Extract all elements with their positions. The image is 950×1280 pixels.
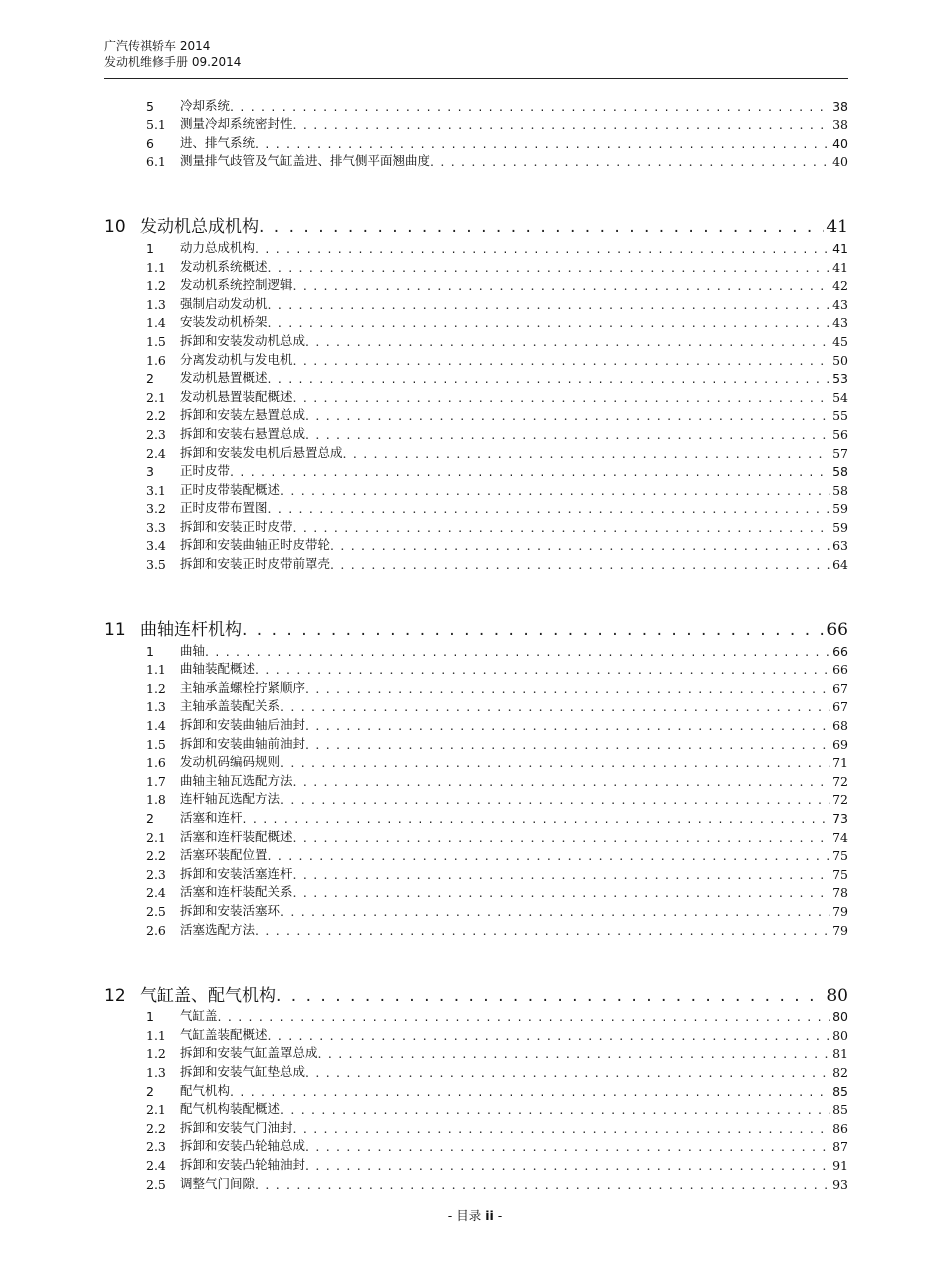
entry-number: 1.6 [146, 755, 166, 771]
dot-leader [293, 278, 831, 293]
entry-number: 1 [146, 240, 154, 256]
entry-number: 2.4 [146, 445, 166, 461]
entry-title: 拆卸和安装正时皮带前罩壳 [180, 556, 331, 572]
entry-number: 2 [146, 371, 154, 387]
dot-leader [280, 483, 830, 498]
entry-page-number: 73 [832, 811, 848, 826]
entry-title: 安装发动机桥架 [180, 314, 268, 330]
toc-subsection-entry[interactable] [104, 770, 848, 789]
dot-leader [255, 662, 830, 677]
toc-subsection-entry[interactable] [104, 677, 848, 696]
toc-subsection-entry[interactable] [104, 733, 848, 752]
dot-leader [305, 1158, 830, 1173]
entry-page-number: 45 [832, 333, 848, 349]
entry-number: 2.5 [146, 1176, 166, 1192]
entry-page-number: 85 [832, 1102, 848, 1118]
toc-chapter-entry[interactable] [104, 614, 848, 640]
toc-section-entry[interactable] [104, 368, 848, 387]
toc-subsection-entry[interactable] [104, 1136, 848, 1155]
toc-subsection-entry[interactable] [104, 659, 848, 678]
entry-title: 拆卸和安装活塞连杆 [180, 865, 293, 881]
dot-leader [280, 699, 830, 714]
toc-subsection-entry[interactable] [104, 151, 848, 170]
dot-leader [255, 923, 830, 938]
dot-leader [305, 427, 830, 442]
dot-leader [430, 154, 830, 169]
entry-page-number: 40 [832, 154, 848, 170]
toc-subsection-entry[interactable] [104, 330, 848, 349]
toc-subsection-entry[interactable] [104, 386, 848, 405]
entry-title: 拆卸和安装凸轮轴总成 [180, 1138, 306, 1154]
dot-leader [255, 241, 830, 256]
toc-section-entry[interactable] [104, 132, 848, 151]
dot-leader [293, 867, 831, 882]
dot-leader [293, 390, 831, 405]
toc-subsection-entry[interactable] [104, 256, 848, 275]
entry-number: 3.2 [146, 501, 166, 517]
page-footer [0, 1206, 950, 1224]
entry-number: 1.3 [146, 1064, 166, 1080]
entry-number: 2.3 [146, 426, 166, 442]
toc-subsection-entry[interactable] [104, 479, 848, 498]
chapter-title: 气缸盖、配气机构 [140, 985, 276, 1006]
entry-number: 2.1 [146, 389, 166, 405]
entry-title: 调整气门间隙 [180, 1175, 256, 1191]
entry-page-number: 38 [832, 98, 848, 114]
footer-prefix: - 目录 [447, 1208, 486, 1223]
entry-title: 拆卸和安装正时皮带 [180, 518, 293, 534]
entry-title: 活塞选配方法 [180, 921, 256, 937]
entry-title: 发动机系统控制逻辑 [180, 277, 293, 293]
toc-subsection-entry[interactable] [104, 845, 848, 864]
toc-section-entry[interactable] [104, 640, 848, 659]
dot-leader [280, 755, 830, 770]
entry-page-number: 69 [832, 736, 848, 752]
entry-page-number: 56 [832, 426, 848, 442]
entry-page-number: 74 [832, 829, 848, 845]
entry-title: 发动机悬置装配概述 [180, 388, 293, 404]
toc-chapter-entry[interactable] [104, 211, 848, 237]
toc-section-entry[interactable] [104, 807, 848, 826]
entry-title: 拆卸和安装右悬置总成 [180, 425, 306, 441]
chapter-number: 11 [104, 620, 126, 641]
toc-subsection-entry[interactable] [104, 275, 848, 294]
entry-number: 1.2 [146, 278, 166, 294]
dot-leader [305, 681, 830, 696]
toc-section-entry[interactable] [104, 461, 848, 480]
toc-subsection-entry[interactable] [104, 423, 848, 442]
entry-page-number: 75 [832, 866, 848, 882]
entry-title: 发动机系统概述 [180, 258, 268, 274]
entry-number: 1.7 [146, 773, 166, 789]
entry-title: 活塞和连杆装配关系 [180, 884, 293, 900]
entry-page-number: 53 [832, 371, 848, 387]
dot-leader [305, 408, 830, 423]
toc-subsection-entry[interactable] [104, 1154, 848, 1173]
entry-title: 拆卸和安装发动机总成 [180, 332, 306, 348]
entry-number: 2.4 [146, 1157, 166, 1173]
entry-page-number: 59 [832, 519, 848, 535]
running-header [104, 38, 241, 70]
entry-title: 主轴承盖螺栓拧紧顺序 [180, 679, 306, 695]
dot-leader [280, 1102, 830, 1117]
toc-subsection-entry[interactable] [104, 1099, 848, 1118]
toc-section-entry[interactable] [104, 1080, 848, 1099]
dot-leader [293, 1121, 831, 1136]
dot-leader [268, 501, 831, 516]
toc-section-entry[interactable] [104, 1006, 848, 1025]
entry-title: 活塞环装配位置 [180, 847, 268, 863]
entry-title: 拆卸和安装左悬置总成 [180, 407, 306, 423]
dot-leader [255, 1177, 830, 1192]
entry-page-number: 82 [832, 1064, 848, 1080]
toc-subsection-entry[interactable] [104, 789, 848, 808]
table-of-contents [104, 95, 848, 1192]
dot-leader [280, 792, 830, 807]
entry-page-number: 40 [832, 135, 848, 151]
dot-leader [318, 1046, 831, 1061]
dot-leader [293, 774, 831, 789]
entry-page-number: 67 [832, 680, 848, 696]
toc-subsection-entry[interactable] [104, 752, 848, 771]
dot-leader [218, 1009, 831, 1024]
chapter-number: 12 [104, 985, 126, 1006]
entry-page-number: 81 [832, 1046, 848, 1062]
entry-page-number: 38 [832, 117, 848, 133]
chapter-page-number: 80 [826, 985, 848, 1006]
toc-subsection-entry[interactable] [104, 405, 848, 424]
entry-page-number: 85 [832, 1083, 848, 1099]
entry-number: 5.1 [146, 117, 166, 133]
chapter-number: 10 [104, 217, 126, 238]
entry-page-number: 68 [832, 718, 848, 734]
entry-page-number: 67 [832, 699, 848, 715]
entry-page-number: 50 [832, 352, 848, 368]
dot-leader [280, 904, 830, 919]
entry-number: 1.3 [146, 699, 166, 715]
entry-title: 进、排气系统 [180, 134, 256, 150]
entry-title: 配气机构 [180, 1082, 231, 1098]
dot-leader [343, 446, 831, 461]
entry-title: 主轴承盖装配关系 [180, 698, 281, 714]
dot-leader [268, 371, 831, 386]
entry-number: 1 [146, 643, 154, 659]
dot-leader [230, 464, 830, 479]
entry-page-number: 79 [832, 903, 848, 919]
dot-leader [293, 885, 831, 900]
entry-page-number: 58 [832, 482, 848, 498]
chapter-page-number: 41 [826, 217, 848, 238]
entry-page-number: 72 [832, 773, 848, 789]
toc-subsection-entry[interactable] [104, 1024, 848, 1043]
entry-title: 拆卸和安装气缸垫总成 [180, 1063, 306, 1079]
entry-number: 1.5 [146, 736, 166, 752]
entry-title: 分离发动机与发电机 [180, 351, 293, 367]
dot-leader [230, 1084, 830, 1099]
entry-number: 2 [146, 1083, 154, 1099]
toc-subsection-entry[interactable] [104, 826, 848, 845]
dot-leader [330, 538, 830, 553]
entry-number: 1.1 [146, 1027, 166, 1043]
entry-page-number: 72 [832, 792, 848, 808]
entry-page-number: 59 [832, 501, 848, 517]
header-rule [104, 78, 848, 79]
footer-suffix: - [493, 1208, 503, 1223]
dot-leader [259, 217, 824, 237]
entry-title: 拆卸和安装曲轴后油封 [180, 717, 306, 733]
entry-number: 1.2 [146, 680, 166, 696]
entry-number: 3 [146, 464, 154, 480]
dot-leader [268, 297, 831, 312]
entry-page-number: 64 [832, 557, 848, 573]
entry-number: 2.1 [146, 1102, 166, 1118]
chapter-title: 曲轴连杆机构 [140, 620, 242, 641]
entry-title: 正时皮带 [180, 463, 231, 479]
dot-leader [305, 334, 830, 349]
entry-page-number: 58 [832, 464, 848, 480]
entry-page-number: 71 [832, 755, 848, 771]
header-line-1: 广汽传祺轿车 2014 [104, 39, 211, 53]
dot-leader [230, 99, 830, 114]
toc-subsection-entry[interactable] [104, 442, 848, 461]
entry-page-number: 54 [832, 389, 848, 405]
dot-leader [305, 1065, 830, 1080]
toc-subsection-entry[interactable] [104, 349, 848, 368]
dot-leader [255, 136, 830, 151]
footer-page-number: ii [485, 1208, 494, 1223]
dot-leader [268, 260, 831, 275]
entry-title: 曲轴装配概述 [180, 661, 256, 677]
entry-page-number: 79 [832, 922, 848, 938]
entry-title: 测量排气歧管及气缸盖进、排气侧平面翘曲度 [180, 153, 431, 169]
dot-leader [305, 718, 830, 733]
entry-number: 5 [146, 98, 154, 114]
dot-leader [276, 986, 824, 1006]
entry-page-number: 66 [832, 643, 848, 659]
entry-number: 1.1 [146, 662, 166, 678]
toc-subsection-entry[interactable] [104, 882, 848, 901]
dot-leader [268, 315, 831, 330]
entry-number: 2.6 [146, 922, 166, 938]
entry-title: 拆卸和安装气门油封 [180, 1119, 293, 1135]
entry-title: 拆卸和安装凸轮轴油封 [180, 1156, 306, 1172]
entry-number: 1.1 [146, 259, 166, 275]
entry-title: 配气机构装配概述 [180, 1101, 281, 1117]
entry-number: 2.2 [146, 848, 166, 864]
toc-subsection-entry[interactable] [104, 498, 848, 517]
entry-number: 3.1 [146, 482, 166, 498]
entry-number: 3.5 [146, 557, 166, 573]
entry-title: 活塞和连杆装配概述 [180, 828, 293, 844]
entry-title: 强制启动发动机 [180, 295, 268, 311]
entry-number: 1.3 [146, 296, 166, 312]
entry-page-number: 63 [832, 538, 848, 554]
entry-number: 2.3 [146, 1139, 166, 1155]
entry-title: 冷却系统 [180, 97, 231, 113]
entry-number: 3.4 [146, 538, 166, 554]
entry-number: 3.3 [146, 519, 166, 535]
toc-subsection-entry[interactable] [104, 312, 848, 331]
toc-section-entry[interactable] [104, 95, 848, 114]
entry-page-number: 86 [832, 1120, 848, 1136]
entry-page-number: 57 [832, 445, 848, 461]
entry-title: 测量冷却系统密封性 [180, 116, 293, 132]
entry-page-number: 41 [832, 240, 848, 256]
entry-page-number: 87 [832, 1139, 848, 1155]
entry-page-number: 75 [832, 848, 848, 864]
header-line-2: 发动机维修手册 09.2014 [104, 55, 242, 69]
toc-subsection-entry[interactable] [104, 696, 848, 715]
dot-leader [330, 557, 830, 572]
toc-subsection-entry[interactable] [104, 1043, 848, 1062]
toc-subsection-entry[interactable] [104, 900, 848, 919]
entry-title: 气缸盖 [180, 1008, 218, 1024]
entry-number: 1.4 [146, 718, 166, 734]
toc-subsection-entry[interactable] [104, 114, 848, 133]
dot-leader [268, 848, 831, 863]
entry-number: 1.8 [146, 792, 166, 808]
toc-chapter-entry[interactable] [104, 980, 848, 1006]
entry-title: 活塞和连杆 [180, 810, 243, 825]
entry-title: 正时皮带布置图 [180, 500, 268, 516]
entry-page-number: 80 [832, 1009, 848, 1025]
toc-subsection-entry[interactable] [104, 293, 848, 312]
toc-subsection-entry[interactable] [104, 553, 848, 572]
entry-title: 连杆轴瓦选配方法 [180, 791, 281, 807]
entry-number: 1.5 [146, 333, 166, 349]
dot-leader [293, 830, 831, 845]
entry-number: 2.2 [146, 1120, 166, 1136]
entry-page-number: 55 [832, 408, 848, 424]
toc-subsection-entry[interactable] [104, 714, 848, 733]
entry-title: 正时皮带装配概述 [180, 481, 281, 497]
dot-leader [305, 1139, 830, 1154]
entry-page-number: 43 [832, 296, 848, 312]
entry-title: 拆卸和安装曲轴前油封 [180, 735, 306, 751]
entry-title: 发动机码编码规则 [180, 754, 281, 770]
entry-page-number: 80 [832, 1027, 848, 1043]
entry-title: 发动机悬置概述 [180, 370, 268, 386]
entry-title: 拆卸和安装活塞环 [180, 902, 281, 918]
entry-number: 2.4 [146, 885, 166, 901]
entry-page-number: 41 [832, 259, 848, 275]
toc-section-entry[interactable] [104, 237, 848, 256]
toc-subsection-entry[interactable] [104, 1173, 848, 1192]
entry-number: 1 [146, 1009, 154, 1025]
dot-leader [268, 1028, 831, 1043]
entry-number: 6.1 [146, 154, 166, 170]
toc-subsection-entry[interactable] [104, 535, 848, 554]
entry-number: 1.2 [146, 1046, 166, 1062]
entry-number: 2.3 [146, 866, 166, 882]
chapter-page-number: 66 [826, 620, 848, 641]
entry-number: 2.1 [146, 829, 166, 845]
dot-leader [243, 811, 831, 826]
toc-subsection-entry[interactable] [104, 863, 848, 882]
entry-page-number: 43 [832, 315, 848, 331]
entry-number: 1.4 [146, 315, 166, 331]
entry-title: 拆卸和安装发电机后悬置总成 [180, 444, 343, 460]
entry-title: 气缸盖装配概述 [180, 1026, 268, 1042]
chapter-title: 发动机总成机构 [140, 217, 259, 238]
entry-number: 2 [146, 811, 154, 826]
dot-leader [305, 737, 830, 752]
toc-subsection-entry[interactable] [104, 1061, 848, 1080]
entry-page-number: 91 [832, 1157, 848, 1173]
toc-subsection-entry[interactable] [104, 1117, 848, 1136]
dot-leader [293, 353, 831, 368]
toc-subsection-entry[interactable] [104, 516, 848, 535]
entry-title: 曲轴主轴瓦选配方法 [180, 772, 293, 788]
entry-page-number: 66 [832, 662, 848, 678]
entry-number: 2.2 [146, 408, 166, 424]
dot-leader [205, 644, 830, 659]
dot-leader [293, 117, 831, 132]
entry-number: 2.5 [146, 903, 166, 919]
entry-title: 动力总成机构 [180, 239, 256, 255]
entry-title: 曲轴 [180, 642, 206, 658]
entry-title: 拆卸和安装气缸盖罩总成 [180, 1045, 318, 1061]
dot-leader [242, 620, 824, 640]
entry-page-number: 93 [832, 1176, 848, 1192]
entry-page-number: 42 [832, 278, 848, 294]
entry-number: 6 [146, 135, 154, 151]
toc-subsection-entry[interactable] [104, 919, 848, 938]
entry-title: 拆卸和安装曲轴正时皮带轮 [180, 537, 331, 553]
dot-leader [293, 520, 831, 535]
entry-page-number: 78 [832, 885, 848, 901]
entry-number: 1.6 [146, 352, 166, 368]
